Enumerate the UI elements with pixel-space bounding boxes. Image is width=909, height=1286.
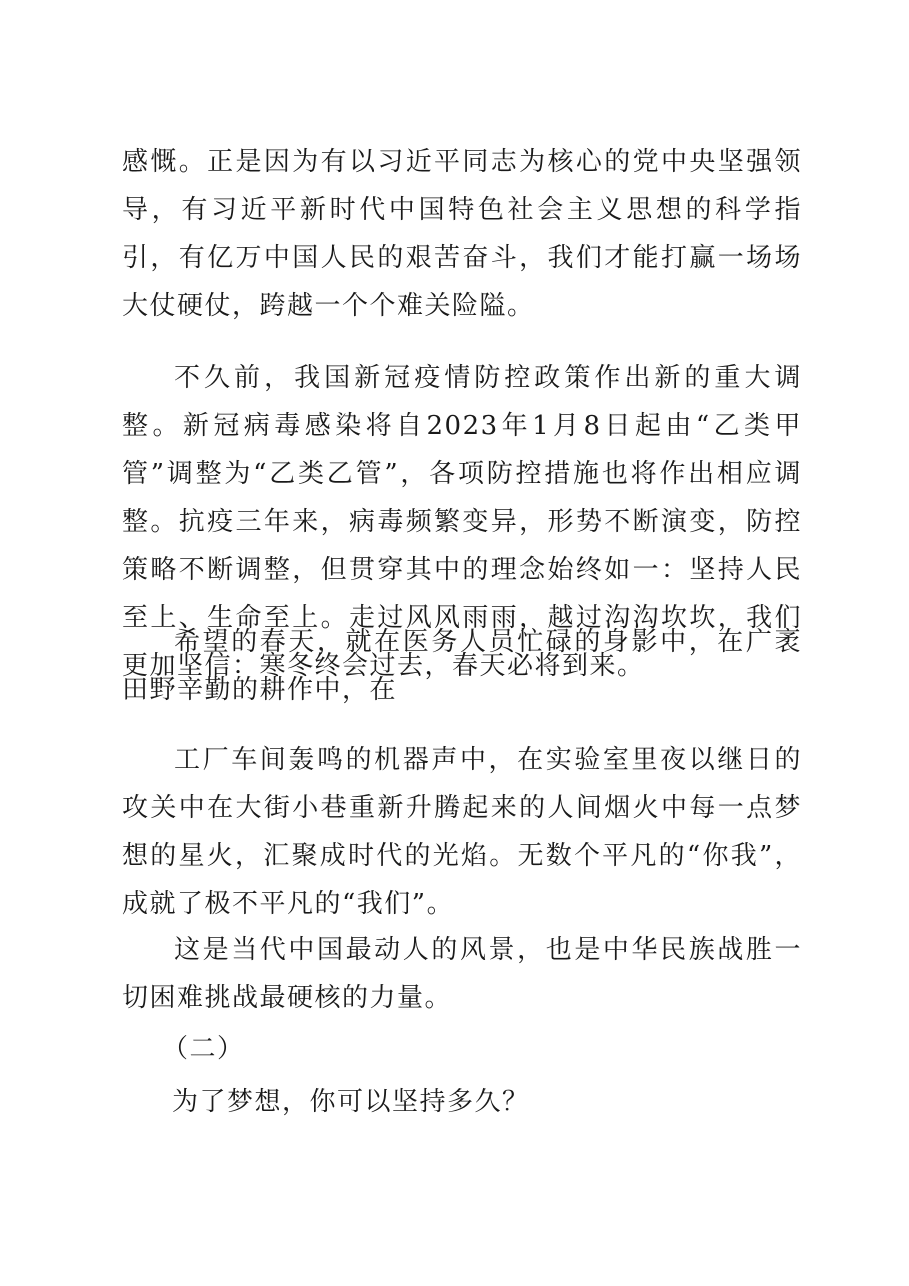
paragraph-5: 这是当代中国最动人的风景，也是中华民族战胜一切困难挑战最硬核的力量。 — [122, 935, 802, 1013]
section-heading: （二） — [162, 1034, 245, 1064]
paragraph-1: 感慨。正是因为有以习近平同志为核心的党中央坚强领导，有习近平新时代中国特色社会主义思想的科学指引，有亿万中国人民的艰苦奋斗，我们才能打赢一场场大仗硬仗，跨越一个个难关险隘。 — [122, 147, 802, 321]
paragraph-3: 希望的春天，就在医务人员忙碌的身影中，在广袤田野辛勤的耕作中，在 — [122, 627, 802, 705]
paragraph-4: 工厂车间轰鸣的机器声中，在实验室里夜以继日的攻关中在大街小巷重新升腾起来的人间烟火中每一点梦想的星火，汇聚成时代的光焰。无数个平凡的“你我”，成就了极不平凡的“我们”。 — [122, 745, 802, 919]
closing-line: 为了梦想，你可以坚持多久？ — [172, 1087, 530, 1117]
paragraph-2: 不久前，我国新冠疫情防控政策作出新的重大调整。新冠病毒感染将自2023年1月8日起由“乙类甲管”调整为“乙类乙管”，各项防控措施也将作出相应调整。抗疫三年来，病毒频繁变异，形势不断演变，防控策略不断调整，但贯穿其中的理念始终如一：坚持人民至上、生命至上。走过风风雨雨，越过沟沟坎坎，我们更加坚信：寒冬终会过去，春天必将到来。 — [122, 363, 802, 681]
